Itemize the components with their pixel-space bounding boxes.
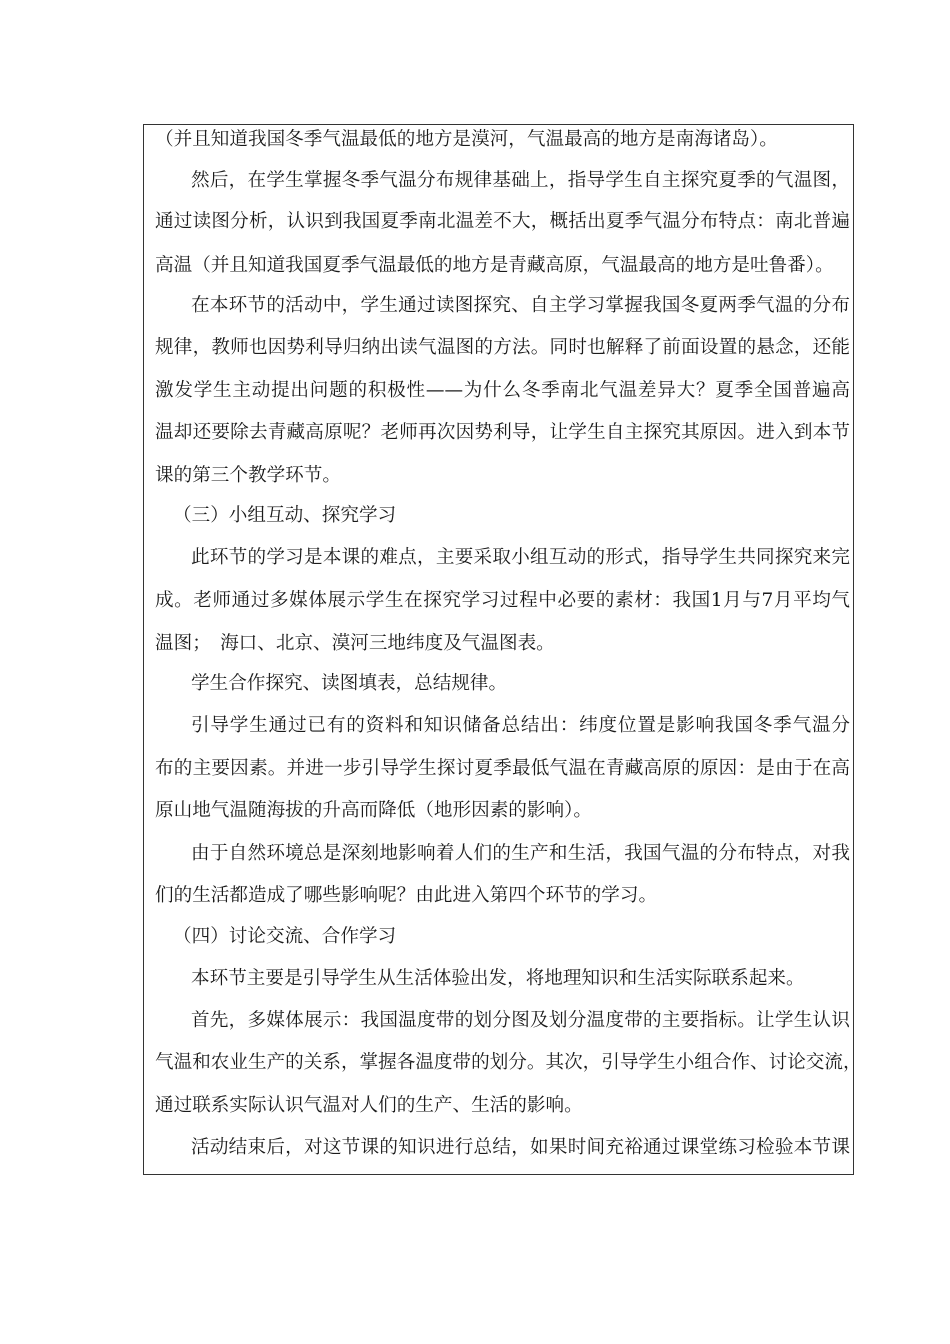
text-line: （并且知道我国冬季气温最低的地方是漠河，气温最高的地方是南海诸岛）。 xyxy=(155,129,778,150)
text-line: 激发学生主动提出问题的积极性——为什么冬季南北气温差异大？夏季全国普遍高 xyxy=(155,380,850,401)
text-line: 在本环节的活动中，学生通过读图探究、自主学习掌握我国冬夏两季气温的分布 xyxy=(191,295,850,316)
text-line: 然后，在学生掌握冬季气温分布规律基础上，指导学生自主探究夏季的气温图， xyxy=(191,170,850,191)
text-line: 通过联系实际认识气温对人们的生产、生活的影响。 xyxy=(155,1095,583,1116)
text-line: 原山地气温随海拔的升高而降低（地形因素的影响）。 xyxy=(155,800,592,821)
text-line: 们的生活都造成了哪些影响呢？由此进入第四个环节的学习。 xyxy=(155,885,658,906)
text-line: 通过读图分析，认识到我国夏季南北温差不大，概括出夏季气温分布特点：南北普遍 xyxy=(155,211,850,232)
text-line: 气温和农业生产的关系，掌握各温度带的划分。其次，引导学生小组合作、讨论交流， xyxy=(155,1052,862,1073)
section-heading: （三）小组互动、探究学习 xyxy=(173,505,397,526)
text-line: 温却还要除去青藏高原呢？老师再次因势利导，让学生自主探究其原因。进入到本节 xyxy=(155,422,850,443)
text-line: 温图； 海口、北京、漠河三地纬度及气温图表。 xyxy=(155,633,555,654)
text-line: 学生合作探究、读图填表，总结规律。 xyxy=(191,673,508,694)
text-line: 高温（并且知道我国夏季气温最低的地方是青藏高原，气温最高的地方是吐鲁番）。 xyxy=(155,255,834,276)
text-line: 活动结束后，对这节课的知识进行总结，如果时间充裕通过课堂练习检验本节课 xyxy=(191,1137,850,1158)
text-line: 引导学生通过已有的资料和知识储备总结出：纬度位置是影响我国冬季气温分 xyxy=(191,715,850,736)
text-line: 布的主要因素。并进一步引导学生探讨夏季最低气温在青藏高原的原因：是由于在高 xyxy=(155,758,850,779)
text-line: 由于自然环境总是深刻地影响着人们的生产和生活，我国气温的分布特点，对我 xyxy=(191,843,850,864)
text-line: 规律，教师也因势利导归纳出读气温图的方法。同时也解释了前面设置的悬念，还能 xyxy=(155,337,850,358)
text-line: 课的第三个教学环节。 xyxy=(155,465,341,486)
text-line: 本环节主要是引导学生从生活体验出发，将地理知识和生活实际联系起来。 xyxy=(191,968,805,989)
section-heading: （四）讨论交流、合作学习 xyxy=(173,926,397,947)
text-line: 此环节的学习是本课的难点，主要采取小组互动的形式，指导学生共同探究来完 xyxy=(191,547,850,568)
text-line: 首先，多媒体展示：我国温度带的划分图及划分温度带的主要指标。让学生认识 xyxy=(191,1010,850,1031)
text-line: 成。老师通过多媒体展示学生在探究学习过程中必要的素材：我国1月与7月平均气 xyxy=(155,590,850,611)
